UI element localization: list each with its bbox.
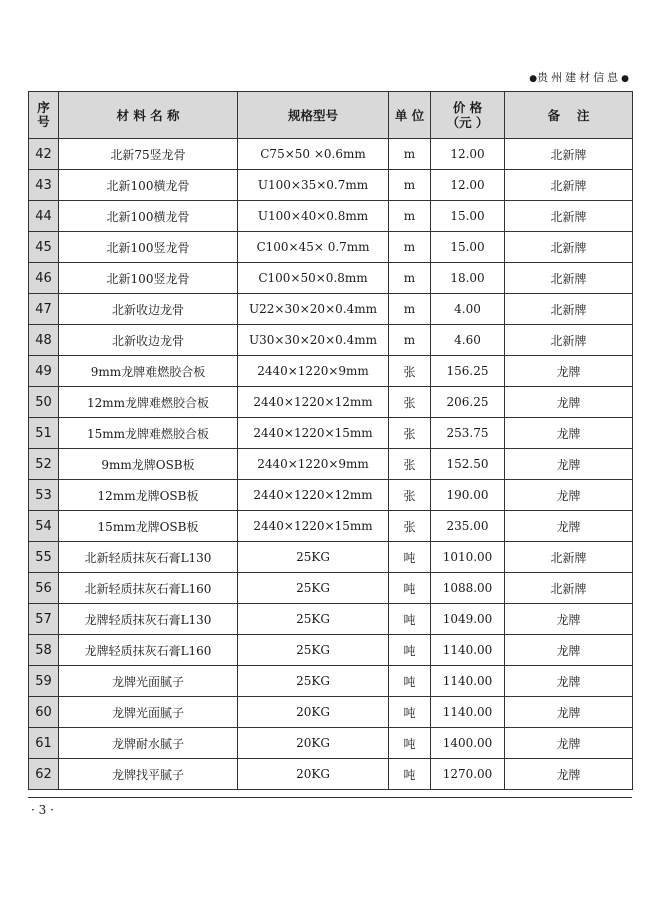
cell-unit: 吨 xyxy=(389,635,431,666)
cell-material-name: 北新轻质抹灰石膏L130 xyxy=(59,542,238,573)
cell-price: 1140.00 xyxy=(431,635,505,666)
cell-spec: 20KG xyxy=(238,759,389,790)
cell-price: 253.75 xyxy=(431,418,505,449)
cell-unit: 吨 xyxy=(389,573,431,604)
cell-spec: 20KG xyxy=(238,697,389,728)
cell-remark: 北新牌 xyxy=(505,139,633,170)
cell-remark: 北新牌 xyxy=(505,232,633,263)
col-header-remark: 备 注 xyxy=(505,92,633,139)
price-table xyxy=(28,91,633,790)
cell-material-name: 9mm龙牌难燃胶合板 xyxy=(59,356,238,387)
table-row xyxy=(29,356,633,387)
cell-seq: 61 xyxy=(29,728,59,759)
table-row xyxy=(29,139,633,170)
cell-material-name: 北新轻质抹灰石膏L160 xyxy=(59,573,238,604)
col-header-spec: 规格型号 xyxy=(238,92,389,139)
table-body xyxy=(29,139,633,790)
cell-unit: 吨 xyxy=(389,759,431,790)
cell-spec: 25KG xyxy=(238,604,389,635)
cell-spec: 25KG xyxy=(238,635,389,666)
cell-seq: 58 xyxy=(29,635,59,666)
cell-material-name: 15mm龙牌OSB板 xyxy=(59,511,238,542)
table-row xyxy=(29,263,633,294)
table-row xyxy=(29,232,633,263)
table-header-row xyxy=(29,92,633,139)
cell-price: 1270.00 xyxy=(431,759,505,790)
running-header xyxy=(529,69,629,85)
price-header-line2: （元 ） xyxy=(446,115,489,130)
table-row xyxy=(29,542,633,573)
cell-price: 1140.00 xyxy=(431,666,505,697)
cell-seq: 54 xyxy=(29,511,59,542)
cell-seq: 49 xyxy=(29,356,59,387)
cell-unit: m xyxy=(389,232,431,263)
cell-remark: 龙牌 xyxy=(505,511,633,542)
cell-remark: 北新牌 xyxy=(505,542,633,573)
cell-price: 1400.00 xyxy=(431,728,505,759)
cell-unit: 吨 xyxy=(389,666,431,697)
col-header-name: 材 料 名 称 xyxy=(59,92,238,139)
cell-unit: 吨 xyxy=(389,728,431,759)
cell-unit: m xyxy=(389,201,431,232)
cell-spec: U100×40×0.8mm xyxy=(238,201,389,232)
cell-remark: 北新牌 xyxy=(505,294,633,325)
cell-unit: m xyxy=(389,170,431,201)
cell-spec: 25KG xyxy=(238,573,389,604)
col-header-unit: 单 位 xyxy=(389,92,431,139)
bullet-left: ● xyxy=(529,74,538,84)
cell-unit: 张 xyxy=(389,387,431,418)
table-row xyxy=(29,480,633,511)
cell-seq: 44 xyxy=(29,201,59,232)
cell-material-name: 12mm龙牌OSB板 xyxy=(59,480,238,511)
cell-price: 15.00 xyxy=(431,201,505,232)
cell-price: 1140.00 xyxy=(431,697,505,728)
cell-spec: 25KG xyxy=(238,542,389,573)
cell-unit: m xyxy=(389,263,431,294)
cell-spec: U22×30×20×0.4mm xyxy=(238,294,389,325)
cell-remark: 龙牌 xyxy=(505,728,633,759)
cell-spec: 2440×1220×12mm xyxy=(238,480,389,511)
cell-seq: 45 xyxy=(29,232,59,263)
cell-remark: 龙牌 xyxy=(505,356,633,387)
cell-price: 1088.00 xyxy=(431,573,505,604)
cell-seq: 48 xyxy=(29,325,59,356)
cell-remark: 龙牌 xyxy=(505,480,633,511)
table-row xyxy=(29,201,633,232)
cell-seq: 53 xyxy=(29,480,59,511)
table-row xyxy=(29,635,633,666)
cell-material-name: 北新100横龙骨 xyxy=(59,201,238,232)
cell-seq: 62 xyxy=(29,759,59,790)
cell-price: 235.00 xyxy=(431,511,505,542)
cell-remark: 龙牌 xyxy=(505,418,633,449)
cell-unit: 吨 xyxy=(389,604,431,635)
cell-spec: 25KG xyxy=(238,666,389,697)
cell-remark: 北新牌 xyxy=(505,201,633,232)
cell-material-name: 北新100竖龙骨 xyxy=(59,232,238,263)
cell-price: 15.00 xyxy=(431,232,505,263)
cell-seq: 46 xyxy=(29,263,59,294)
cell-remark: 北新牌 xyxy=(505,573,633,604)
cell-material-name: 龙牌耐水腻子 xyxy=(59,728,238,759)
cell-spec: 2440×1220×15mm xyxy=(238,511,389,542)
cell-price: 206.25 xyxy=(431,387,505,418)
cell-unit: 张 xyxy=(389,418,431,449)
cell-remark: 龙牌 xyxy=(505,387,633,418)
cell-spec: 2440×1220×9mm xyxy=(238,449,389,480)
cell-seq: 43 xyxy=(29,170,59,201)
table-row xyxy=(29,759,633,790)
cell-seq: 47 xyxy=(29,294,59,325)
table-row xyxy=(29,449,633,480)
cell-material-name: 9mm龙牌OSB板 xyxy=(59,449,238,480)
cell-price: 4.00 xyxy=(431,294,505,325)
cell-material-name: 龙牌轻质抹灰石膏L130 xyxy=(59,604,238,635)
cell-remark: 龙牌 xyxy=(505,759,633,790)
page-number: · 3 · xyxy=(31,803,54,817)
cell-seq: 60 xyxy=(29,697,59,728)
table-row xyxy=(29,170,633,201)
cell-price: 18.00 xyxy=(431,263,505,294)
cell-remark: 龙牌 xyxy=(505,635,633,666)
table-row xyxy=(29,387,633,418)
cell-spec: 20KG xyxy=(238,728,389,759)
cell-material-name: 龙牌轻质抹灰石膏L160 xyxy=(59,635,238,666)
cell-spec: 2440×1220×12mm xyxy=(238,387,389,418)
cell-seq: 50 xyxy=(29,387,59,418)
cell-price: 156.25 xyxy=(431,356,505,387)
col-header-seq: 序号 xyxy=(29,92,59,139)
cell-price: 12.00 xyxy=(431,139,505,170)
cell-unit: 张 xyxy=(389,511,431,542)
cell-remark: 龙牌 xyxy=(505,666,633,697)
cell-unit: m xyxy=(389,325,431,356)
cell-remark: 北新牌 xyxy=(505,325,633,356)
cell-spec: 2440×1220×9mm xyxy=(238,356,389,387)
cell-unit: 张 xyxy=(389,480,431,511)
cell-material-name: 北新100横龙骨 xyxy=(59,170,238,201)
cell-material-name: 北新收边龙骨 xyxy=(59,325,238,356)
cell-remark: 龙牌 xyxy=(505,697,633,728)
cell-material-name: 12mm龙牌难燃胶合板 xyxy=(59,387,238,418)
cell-spec: C100×45× 0.7mm xyxy=(238,232,389,263)
cell-remark: 北新牌 xyxy=(505,170,633,201)
table-row xyxy=(29,728,633,759)
cell-remark: 龙牌 xyxy=(505,604,633,635)
cell-price: 190.00 xyxy=(431,480,505,511)
cell-price: 1010.00 xyxy=(431,542,505,573)
cell-material-name: 北新100竖龙骨 xyxy=(59,263,238,294)
table-row xyxy=(29,604,633,635)
table-row xyxy=(29,666,633,697)
cell-seq: 56 xyxy=(29,573,59,604)
cell-seq: 52 xyxy=(29,449,59,480)
cell-spec: U30×30×20×0.4mm xyxy=(238,325,389,356)
cell-spec: U100×35×0.7mm xyxy=(238,170,389,201)
bullet-right: ● xyxy=(621,74,629,84)
cell-price: 152.50 xyxy=(431,449,505,480)
table-row xyxy=(29,511,633,542)
table-row xyxy=(29,697,633,728)
table-row xyxy=(29,325,633,356)
col-header-price xyxy=(431,92,505,139)
table-row xyxy=(29,418,633,449)
cell-unit: 张 xyxy=(389,356,431,387)
cell-seq: 51 xyxy=(29,418,59,449)
header-title: 贵州建材信息 xyxy=(537,71,622,84)
cell-spec: 2440×1220×15mm xyxy=(238,418,389,449)
cell-material-name: 15mm龙牌难燃胶合板 xyxy=(59,418,238,449)
cell-price: 1049.00 xyxy=(431,604,505,635)
cell-unit: 吨 xyxy=(389,542,431,573)
cell-material-name: 北新收边龙骨 xyxy=(59,294,238,325)
cell-material-name: 龙牌光面腻子 xyxy=(59,666,238,697)
table-row xyxy=(29,294,633,325)
cell-material-name: 北新75竖龙骨 xyxy=(59,139,238,170)
cell-remark: 龙牌 xyxy=(505,449,633,480)
cell-material-name: 龙牌光面腻子 xyxy=(59,697,238,728)
cell-seq: 59 xyxy=(29,666,59,697)
cell-unit: m xyxy=(389,294,431,325)
table-row xyxy=(29,573,633,604)
cell-unit: m xyxy=(389,139,431,170)
cell-spec: C75×50 ×0.6mm xyxy=(238,139,389,170)
cell-unit: 张 xyxy=(389,449,431,480)
cell-remark: 北新牌 xyxy=(505,263,633,294)
price-header-line1: 价 格 xyxy=(452,100,483,115)
cell-seq: 55 xyxy=(29,542,59,573)
cell-unit: 吨 xyxy=(389,697,431,728)
cell-price: 4.60 xyxy=(431,325,505,356)
cell-material-name: 龙牌找平腻子 xyxy=(59,759,238,790)
cell-price: 12.00 xyxy=(431,170,505,201)
cell-seq: 42 xyxy=(29,139,59,170)
bottom-rule xyxy=(28,797,632,798)
cell-seq: 57 xyxy=(29,604,59,635)
cell-spec: C100×50×0.8mm xyxy=(238,263,389,294)
